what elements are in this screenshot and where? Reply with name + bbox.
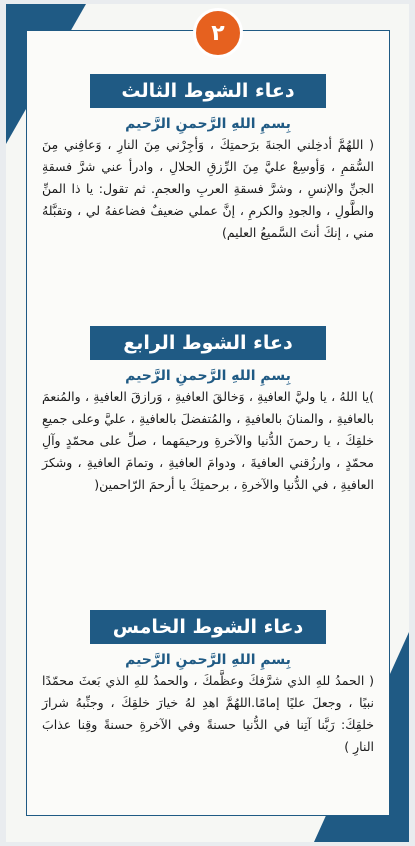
dua-section-third-round [42,74,374,244]
basmala: بِسمِ اللهِ الرَّحمنِ الرَّحيم [125,368,291,384]
section-title: دعاء الشوط الثالث [90,74,326,108]
dua-text: ( اللهُمَّ أدخِلني الجنةَ برَحمتِكَ ، وَأجِرْني مِنَ النارِ ، وَعافِني مِنَ السُّقمِ ، وَأوسِعْ عليَّ مِنَ الرِّزقِ الحلالِ ، وادرأ عني شرَّ فسقةِ الجنِّ والإنسِ ، وشرَّ فسقةِ العربِ والعجمِ. ثم تقول: يا ذا المنِّ والطَّولِ ، والجودِ والكرمِ ، إنَّ عملي ضعيفٌ فضاعفهُ لي ، وتقبَّلهُ مني ، إنكَ أنتَ السَّميعُ العليم) [42,137,374,240]
dua-section-fifth-round [42,610,374,758]
basmala: بِسمِ اللهِ الرَّحمنِ الرَّحيم [125,652,291,668]
dua-text: ( الحمدُ للهِ الذي شرَّفكَ وعظَّمكَ ، والحمدُ للهِ الذي بَعثَ محمّدًا نبيًا ، وجعلَ عليًا إمامًا.اللهُمَّ اهدِ لهُ خيارَ خلقِكَ ، وجنِّبهُ شرارَ خلقِكَ: رَبَّنا آتِنا في الدُّنيا حسنةً وفي الآخرةِ حسنةً وقِنا عذابَ النارِ ) [42,673,374,754]
basmala: بِسمِ اللهِ الرَّحمنِ الرَّحيم [125,116,291,132]
dua-text: )يا اللهُ ، يا وليَّ العافيةِ ، وَخالقَ العافيةِ ، وَرازقَ العافيةِ ، والمُنعمَ بالعافيةِ ، والمنانَ بالعافيةِ ، والمُتفضلَ بالعافيةِ ، عليَّ وعلى جميعِ خلقِكَ ، يا رحمنَ الدُّنيا والآخرةِ ورحيمَهما ، صلِّ على محمّدٍ وآلِ محمّدٍ ، وارزُقني العافيةَ ، ودوامَ العافيةِ ، وتمامَ العافيةِ ، وشكرَ العافيةِ ، في الدُّنيا والآخرةِ ، برحمتِكَ يا أرحمَ الرّاحمين( [42,389,374,492]
section-title: دعاء الشوط الخامس [90,610,326,644]
dua-section-fourth-round [42,326,374,496]
section-title: دعاء الشوط الرابع [90,326,326,360]
page [6,4,409,842]
page-number-badge: ٢ [193,8,243,58]
